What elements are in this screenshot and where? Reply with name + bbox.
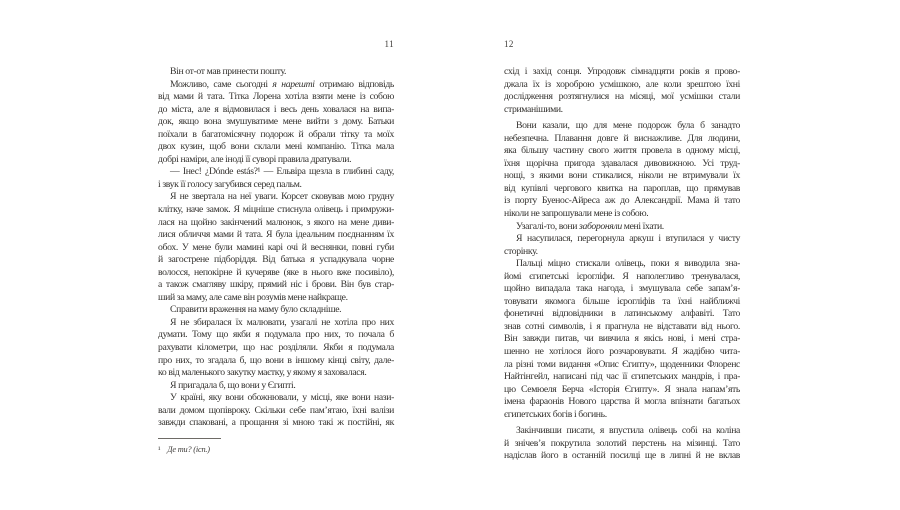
text-line: клітку, наче замок. Я міцніше стиснула олівець і примружи- xyxy=(158,204,394,216)
page-left-body xyxy=(158,66,394,430)
text-line: надіслав його в останній посилці ще в липні й не вклав xyxy=(504,450,740,462)
text-line: ла різні томи видання «Опис Єгипту», щоденники Флоренс xyxy=(504,358,740,370)
text-line: У країні, яку вони обожнювали, у місці, яке вони нази- xyxy=(170,392,394,404)
text-line: ніколи не запрошували мене із собою. xyxy=(504,208,649,220)
text-line: імена фараонів Нового царства й могла впізнати багатьох xyxy=(504,396,740,408)
text-line: вали домом щопівроку. Скільки себе пам’ятаю, їхні валізи xyxy=(158,404,394,416)
text-line: від мами й тата. Тітка Лорена хотіла взяти мене із собою xyxy=(158,91,394,103)
text-line: Найтінгейл, написані під час її єгипетських мандрів, і пра- xyxy=(504,371,740,383)
text-line: щойно випадала така нагода, і змушувала себе запам’я- xyxy=(504,283,740,295)
text-line: Пальці міцно стискали олівець, поки я виводила зна- xyxy=(516,258,740,270)
text-line: лася на щойно закінчений малюнок, з якого на мене диви- xyxy=(158,216,394,228)
page-number-left: 11 xyxy=(384,39,394,49)
text-line: їхня щорічна пригода здавалася дивовижною. Усі труд- xyxy=(504,157,740,169)
text-line: обох. У мене були мамині карі очі й веснянки, повні губи xyxy=(158,241,394,253)
text-line: нощі, з якими вони стикалися, ніколи не втримували їх xyxy=(504,170,740,182)
page-right-body xyxy=(504,66,740,463)
text-line: від купівлі чергового квитка на пароплав, що прямував xyxy=(504,182,740,194)
text-line: двох кузин, щоб вони склали мені компанію. Тітка мала xyxy=(158,141,394,153)
text-line: лися обличчя мами й тата. Я була ідеальним поєднанням їх xyxy=(158,229,394,241)
text-line: думати. Тому що якби я подумала про них, то почала б xyxy=(158,329,394,341)
text-line: цю Семюеля Берча «Історія Єгипту». Я знала напам’ять xyxy=(504,383,740,395)
text-line: Він завжди питав, чи вивчила я якісь нові, і мені стра- xyxy=(504,333,740,345)
text-line: яка більшу частину свого життя провела в одному місці, xyxy=(504,145,740,157)
text-line: — Інес! ¿Dónde estás?¹ — Ельвіра щезла в глибині саду, xyxy=(170,166,394,178)
text-line: Можливо, саме сьогодні я нарешті отримаю відповідь xyxy=(170,78,395,90)
paragraph xyxy=(158,166,394,191)
paragraph xyxy=(158,66,394,79)
text-line: Він от-от мав принести пошту. xyxy=(170,66,287,77)
text-line: Я не збиралася їх малювати, узагалі не хотіла про них xyxy=(170,316,394,328)
text-line: знав сотні символів, і я прагнула не відставати від нього. xyxy=(504,320,740,332)
text-line: Я не звертала на неї уваги. Корсет сковував мою грудну xyxy=(170,191,394,203)
text-line: до міста, але я відмовилася і весь день ховалася на випа- xyxy=(158,103,394,115)
text-line: рахувати кілометри, що нас розділяли. Якби я подумала xyxy=(158,342,394,354)
paragraph xyxy=(504,66,740,116)
footnote-text xyxy=(158,445,394,454)
footnote-marker: ¹ xyxy=(158,445,161,454)
paragraph xyxy=(504,120,740,220)
footnote xyxy=(158,438,394,454)
text-line: док, якщо вона змушуватиме мене вийти з дому. Батьки xyxy=(158,116,394,128)
text-line: Справити враження на маму було складніше. xyxy=(170,304,342,316)
text-line: Узагалі-то, вони забороняли мені їхати. xyxy=(516,220,664,232)
text-line: шенно не хотілося його розчаровувати. Я жадібно чита- xyxy=(504,346,740,358)
paragraph xyxy=(158,304,394,317)
text-line: волосся, непокірне й кучеряве (яке в нього вже посивіло), xyxy=(158,266,394,278)
paragraph xyxy=(158,191,394,304)
page-number-right: 12 xyxy=(504,39,514,49)
paragraph xyxy=(504,425,740,463)
text-line: сторінку. xyxy=(504,245,538,257)
text-line: небезпечна. Плавання довге й виснажливе. Для людини, xyxy=(504,132,740,144)
text-line: Вони казали, що для мене подорож була б занадто xyxy=(516,120,740,132)
paragraph xyxy=(158,317,394,380)
text-line: Закінчивши писати, я впустила олівець собі на коліна xyxy=(516,425,740,437)
paragraph xyxy=(504,233,740,258)
text-line: добрі наміри, але іноді її суворі правила дратували. xyxy=(158,153,352,165)
text-line: схід і захід сонця. Упродовж сімнадцяти років я прово- xyxy=(504,66,740,77)
text-line: із порту Буенос-Айреса аж до Александрії. Мама й тато xyxy=(504,195,740,207)
footnote-label: Де ти? (ісп.) xyxy=(167,445,210,454)
text-line: йомі єгипетські ієрогліфи. Я наполегливо тренувалася, xyxy=(504,270,740,282)
text-line: Я пригадала б, що вони у Єгипті. xyxy=(170,379,296,391)
paragraph xyxy=(158,392,394,430)
italic-text: забороняли xyxy=(579,220,622,232)
text-line: Я насупилася, перегорнула аркуш і втупилася у чисту xyxy=(516,233,740,245)
text-line: завжди спаковані, а прощання зі мною такі ж постійні, як xyxy=(158,417,394,429)
paragraph xyxy=(504,221,740,234)
text-line: про них, то згадала б, що вони в іншому кінці світу, дале- xyxy=(158,354,394,366)
footnote-separator xyxy=(158,438,221,439)
text-line: а також смагляву шкіру, прямий ніс і брови. Він був стар- xyxy=(158,279,394,291)
text-line: товувати якомога більше ієрогліфів та їхні найближчі xyxy=(504,295,740,307)
text-line: єгипетських богів і богинь. xyxy=(504,408,607,420)
text-line: і звук її голосу загубився серед пальм. xyxy=(158,178,302,190)
text-line: джала їх із хороброю усмішкою, але коли зрештою їхні xyxy=(504,78,740,90)
text-line: ший за маму, але саме він розумів мене найкраще. xyxy=(158,291,348,303)
text-line: ко від маленького закутку маєтку, у якому я заховалася. xyxy=(158,367,367,379)
text-line: дослідження розтягнулися на місяці, мої усмішки стали xyxy=(504,91,740,103)
text-line: й загострене підборіддя. Від батька я успадкувала чорне xyxy=(158,254,394,266)
paragraph xyxy=(504,258,740,421)
paragraph xyxy=(158,79,394,167)
paragraph xyxy=(158,380,394,393)
text-line: й знічев’я покрутила золотий перстень на мізинці. Тато xyxy=(504,437,740,449)
text-line: стриманішими. xyxy=(504,103,563,115)
text-line: поїхали в багатомісячну подорож й обрали тітку та моїх xyxy=(158,128,394,140)
italic-text: я нарешті xyxy=(272,78,315,90)
text-line: фонетичні відповідники в латинському алфавіті. Тато xyxy=(504,308,740,320)
